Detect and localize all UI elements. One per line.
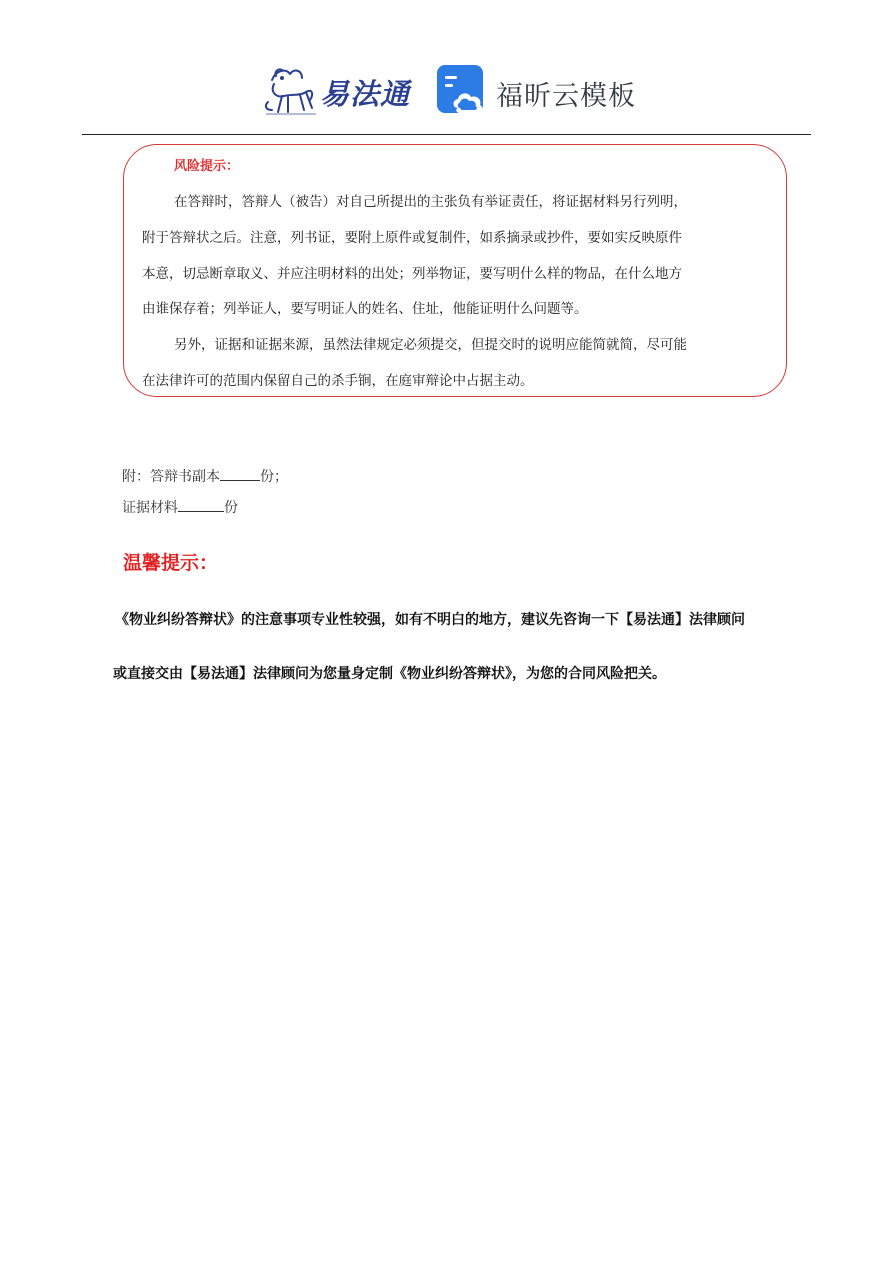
cloud-document-icon [436,64,488,116]
copies-blank [220,466,260,481]
appendix-copies-label: 附：答辩书副本 [122,469,220,485]
appendix-evidence-label: 证据材料 [122,500,178,516]
warm-tip-line: 或直接交由【易法通】法律顾问为您量身定制《物业纠纷答辩状》，为您的合同风险把关。 [113,666,666,682]
risk-notice-line: 在答辩时，答辩人（被告）对自己所提出的主张负有举证责任，将证据材料另行列明， [174,194,687,210]
warm-tip-title: 温馨提示： [123,552,219,574]
risk-notice-line: 另外，证据和证据来源，虽然法律规定必须提交，但提交时的说明应能简就简，尽可能 [174,337,687,353]
appendix-evidence-unit: 份 [224,500,238,516]
appendix-evidence-line [122,497,238,517]
risk-notice-box [123,144,787,397]
yifatong-logo [262,62,414,118]
qilin-icon [262,62,320,118]
risk-notice-line: 由谁保存着；列举证人，要写明证人的姓名、住址，他能证明什么问题等。 [142,301,588,317]
risk-notice-title: 风险提示： [174,159,240,174]
risk-notice-line: 本意，切忌断章取义、并应注明材料的出处；列举物证，要写明什么样的物品，在什么地方 [142,266,682,282]
risk-notice-line: 附于答辩状之后。注意，列书证，要附上原件或复制件，如系摘录或抄件，要如实反映原件 [142,230,682,246]
header-divider [82,134,811,135]
foxit-logo-text: 福昕云模板 [496,81,636,112]
page-header [0,58,893,122]
foxit-cloud-template-logo [436,64,636,118]
appendix-copies-unit: 份； [260,469,288,485]
warm-tip-line: 《物业纠纷答辩状》的注意事项专业性较强，如有不明白的地方，建议先咨询一下【易法通】法律顾问 [115,612,745,628]
yifatong-logo-text: 易法通 [320,77,411,111]
risk-notice-line: 在法律许可的范围内保留自己的杀手锏，在庭审辩论中占据主动。 [142,373,534,389]
appendix-copies-line [122,466,288,486]
evidence-blank [178,497,224,512]
